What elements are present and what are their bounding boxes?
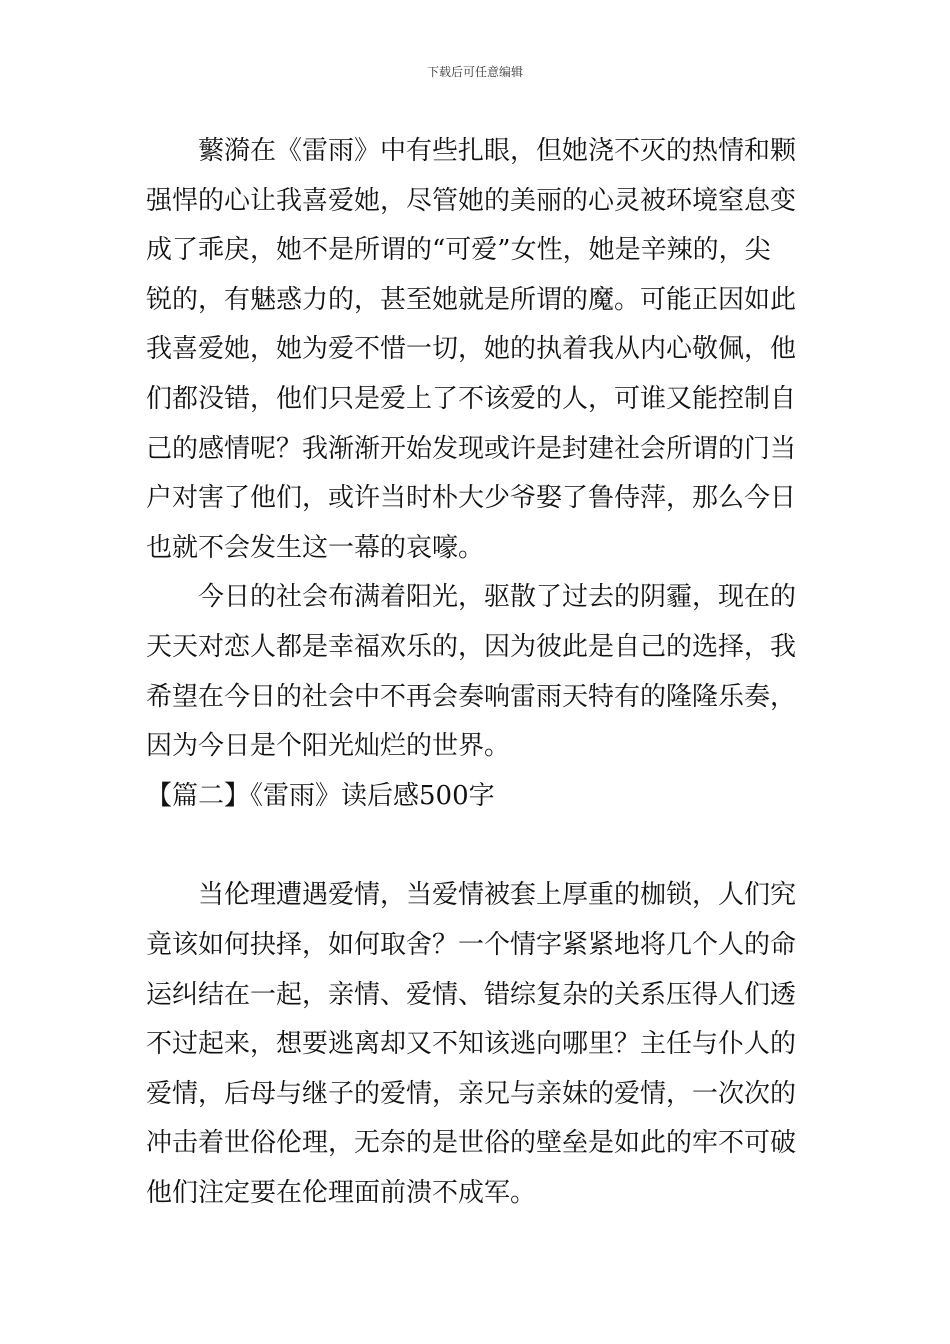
text-line: 也就不会发生这一幕的哀嚎。 [146,532,485,563]
text-line: 强悍的心让我喜爱她，尽管她的美丽的心灵被环境窒息变 [146,185,797,216]
document-body [146,127,808,1218]
paragraph-ethics-love [146,871,808,1218]
text-line: 冲击着世俗伦理，无奈的是世俗的壁垒是如此的牢不可破 [146,1128,797,1159]
text-line: 们都没错，他们只是爱上了不该爱的人，可谁又能控制自 [146,383,797,414]
text-line: 今日的社会布满着阳光，驱散了过去的阴霾，现在的 [198,582,797,613]
paragraph-fanyi [146,127,808,573]
text-line: 当伦理遭遇爱情，当爱情被套上厚重的枷锁，人们究 [198,880,797,911]
text-line: 不过起来，想要逃离却又不知该逃向哪里？主任与仆人的 [146,1029,797,1060]
paragraph-today [146,573,808,771]
text-line: 运纠结在一起，亲情、爱情、错综复杂的关系压得人们透 [146,979,797,1010]
text-line: 希望在今日的社会中不再会奏响雷雨天特有的隆隆乐奏， [146,681,797,712]
text-line: 竟该如何抉择，如何取舍？一个情字紧紧地将几个人的命 [146,929,797,960]
text-line: 他们注定要在伦理面前溃不成军。 [146,1177,537,1208]
blank-spacer [146,821,808,871]
text-line: 户对害了他们，或许当时朴大少爷娶了鲁侍萍，那么今日 [146,483,797,514]
text-line: 爱情，后母与继子的爱情，亲兄与亲妹的爱情，一次次的 [146,1078,797,1109]
section-heading: 【篇二】《雷雨》读后感500字 [146,780,495,811]
text-line: 己的感情呢？我渐渐开始发现或许是封建社会所谓的门当 [146,433,797,464]
text-line: 蘩漪在《雷雨》中有些扎眼，但她浇不灭的热情和颗 [198,136,797,166]
text-line: 锐的，有魅惑力的，甚至她就是所谓的魔。可能正因如此 [146,284,797,315]
text-line: 天天对恋人都是幸福欢乐的，因为彼此是自己的选择，我 [146,631,797,662]
text-line: 我喜爱她，她为爱不惜一切，她的执着我从内心敬佩，他 [146,334,797,365]
page-header-note: 下载后可任意编辑 [426,65,523,79]
text-line: 因为今日是个阳光灿烂的世界。 [146,731,511,762]
text-line: 成了乖戾，她不是所谓的“可爱”女性，她是辛辣的，尖 [146,235,771,266]
